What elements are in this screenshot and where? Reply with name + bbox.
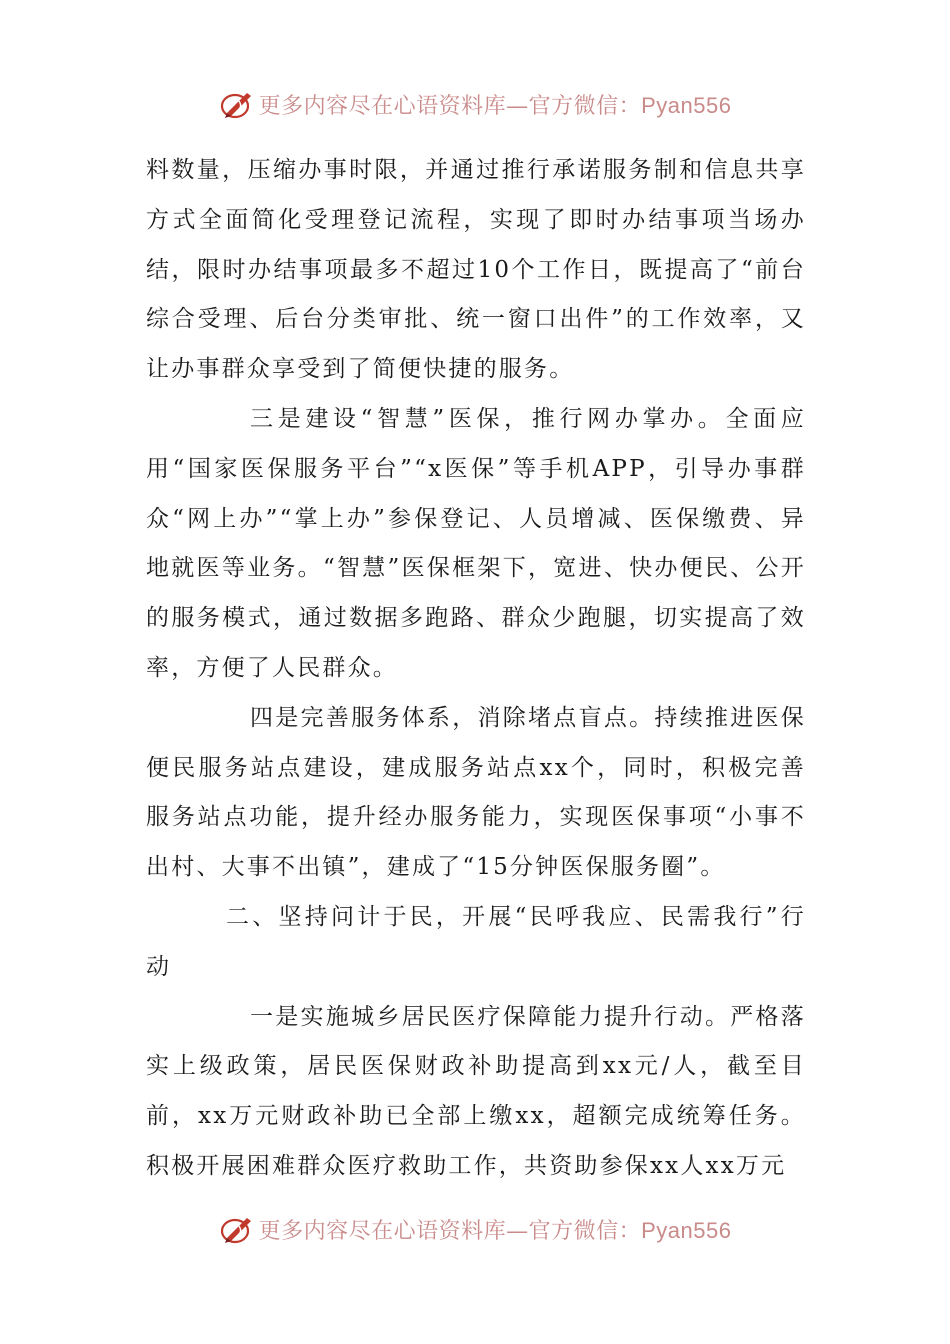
section-heading: 二、坚持问计于民，开展“民呼我应、民需我行”行动 xyxy=(146,903,806,980)
banner-text xyxy=(259,1214,732,1245)
banner-title: 更多内容尽在心语资料库—官方微信： xyxy=(258,93,642,119)
wechat-id: Pyan556 xyxy=(641,1217,732,1243)
paragraph-smart-insurance: 三是建设“智慧”医保，推行网办掌办。全面应用“国家医保服务平台”“x医保”等手机APP，引导办事群众“网上办”“掌上办”参保登记、人员增减、医保缴费、异地就医等业务。“智慧”医保框架下，宽进、快办便民、公开的服务模式，通过数据多跑路、群众少跑腿，切实提高了效率，方便了人民群众。 xyxy=(146,405,806,681)
paragraph-service-system: 四是完善服务体系，消除堵点盲点。持续推进医保便民服务站点建设，建成服务站点xx个，同时，积极完善服务站点功能，提升经办服务能力，实现医保事项“小事不出村、大事不出镇”，建成了“15分钟医保服务圈”。 xyxy=(146,704,806,881)
wechat-id: Pyan556 xyxy=(641,92,732,118)
paragraph-medical-security: 一是实施城乡居民医疗保障能力提升行动。严格落实上级政策，居民医保财政补助提高到xx元/人，截至目前，xx万元财政补助已全部上缴xx，超额完成统筹任务。积极开展困难群众医疗救助工作，共资助参保xx人xx万元 xyxy=(146,1003,806,1179)
document-body xyxy=(146,146,806,1192)
banner-title: 更多内容尽在心语资料库—官方微信： xyxy=(258,1218,642,1244)
pen-logo-icon xyxy=(219,1212,255,1246)
pen-logo-icon xyxy=(219,87,255,121)
banner-text xyxy=(259,89,732,120)
footer-banner xyxy=(0,1209,950,1249)
paragraph-continued: 料数量，压缩办事时限，并通过推行承诺服务制和信息共享方式全面简化受理登记流程，实现了即时办结事项当场办结，限时办结事项最多不超过10个工作日，既提高了“前台综合受理、后台分类审批、统一窗口出件”的工作效率，又让办事群众享受到了简便快捷的服务。 xyxy=(146,157,806,383)
header-banner xyxy=(0,84,950,124)
